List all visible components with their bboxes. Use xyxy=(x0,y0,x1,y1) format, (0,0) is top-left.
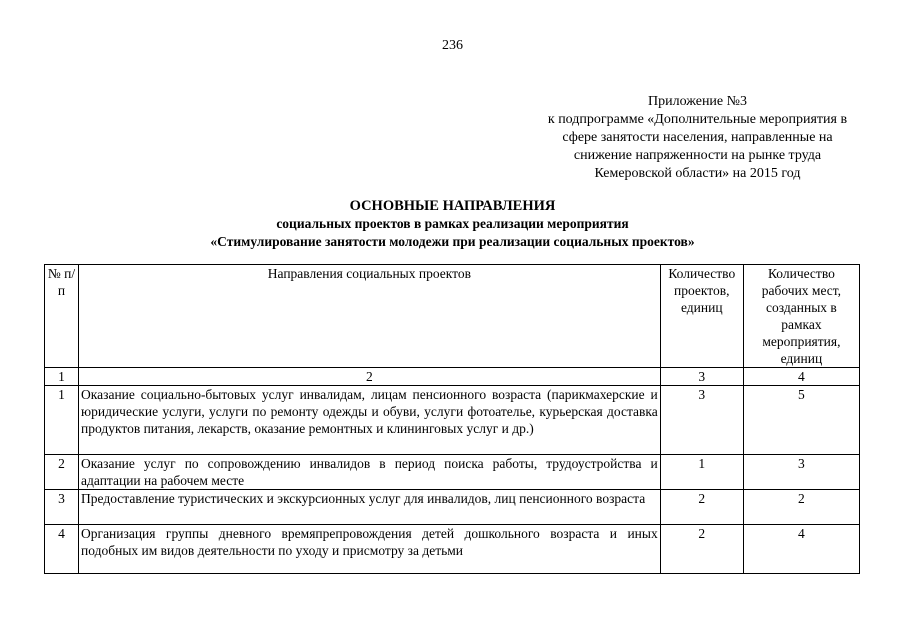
row-projects: 2 xyxy=(660,490,743,525)
row-jobs: 5 xyxy=(743,386,859,455)
page-number: 236 xyxy=(442,38,463,53)
row-direction: Организация группы дневного времяпрепровождения детей дошкольного возраста и иных подобных им видов деятельности по уходу и присмотру за детьми xyxy=(79,525,661,574)
header-projects: Количество проектов, единиц xyxy=(660,265,743,368)
title-sub-1: социальных проектов в рамках реализации мероприятия xyxy=(276,216,629,231)
column-number: 2 xyxy=(79,368,661,386)
row-jobs: 4 xyxy=(743,525,859,574)
row-direction: Оказание социально-бытовых услуг инвалидам, лицам пенсионного возраста (парикмахерские и юридические услуги, услуги по ремонту одежды и обуви, услуги фотоателье, курьерская доставка продуктов питания, лекарств, оказание ремонтных и клининговых услуг и др.) xyxy=(79,386,661,455)
appendix-line: к подпрограмме «Дополнительные мероприятия в xyxy=(547,112,848,127)
row-projects: 2 xyxy=(660,525,743,574)
row-direction: Предоставление туристических и экскурсионных услуг для инвалидов, лиц пенсионного возраста xyxy=(79,490,661,525)
row-num: 4 xyxy=(45,525,79,574)
column-number: 1 xyxy=(45,368,79,386)
document-title xyxy=(0,197,905,251)
directions-table xyxy=(44,264,860,574)
row-direction: Оказание услуг по сопровождению инвалидов в период поиска работы, трудоустройства и адаптации на рабочем месте xyxy=(79,455,661,490)
row-jobs: 3 xyxy=(743,455,859,490)
header-jobs: Количество рабочих мест, созданных в рамках мероприятия, единиц xyxy=(743,265,859,368)
table-header-row xyxy=(45,265,860,368)
row-num: 3 xyxy=(45,490,79,525)
row-projects: 1 xyxy=(660,455,743,490)
appendix-line: Кемеровской области» на 2015 год xyxy=(594,166,801,181)
header-direction: Направления социальных проектов xyxy=(79,265,661,368)
column-number: 3 xyxy=(660,368,743,386)
table-row xyxy=(45,525,860,574)
table-row xyxy=(45,490,860,525)
appendix-line: сфере занятости населения, направленные на xyxy=(562,130,833,145)
row-projects: 3 xyxy=(660,386,743,455)
title-sub-2: «Стимулирование занятости молодежи при реализации социальных проектов» xyxy=(210,234,695,249)
row-num: 1 xyxy=(45,386,79,455)
header-num: № п/п xyxy=(45,265,79,368)
column-number-row xyxy=(45,368,860,386)
table-row xyxy=(45,455,860,490)
appendix-line: снижение напряженности на рынке труда xyxy=(573,148,822,163)
appendix-line: Приложение №3 xyxy=(648,94,747,109)
table-row xyxy=(45,386,860,455)
row-jobs: 2 xyxy=(743,490,859,525)
row-num: 2 xyxy=(45,455,79,490)
column-number: 4 xyxy=(743,368,859,386)
title-main: ОСНОВНЫЕ НАПРАВЛЕНИЯ xyxy=(349,198,556,214)
appendix-note xyxy=(520,93,875,183)
